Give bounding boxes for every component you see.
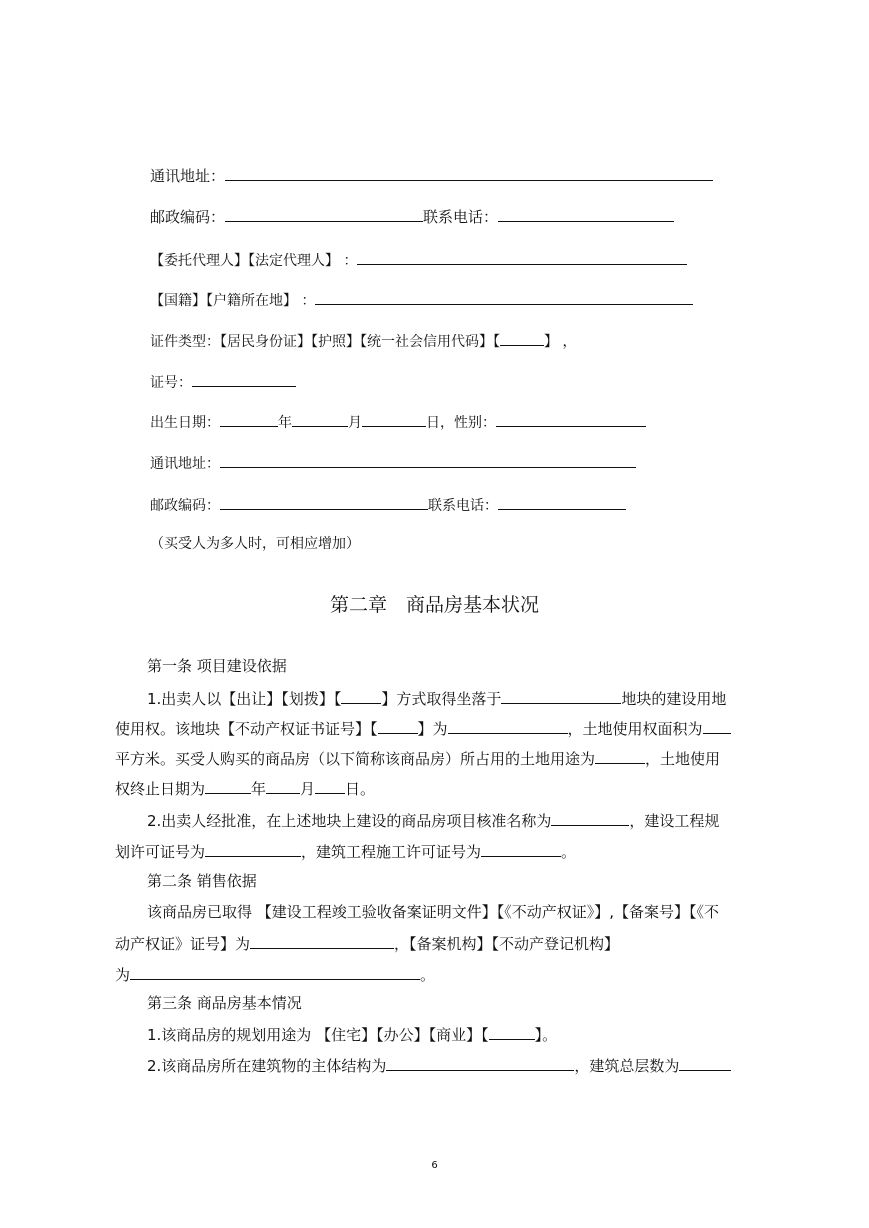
- article3-line2: [147, 1054, 731, 1076]
- blank: [315, 777, 345, 794]
- id-number-label: 证号：: [150, 375, 192, 391]
- article3-heading: 第三条 商品房基本情况: [147, 994, 302, 1012]
- text: 。: [420, 966, 436, 984]
- address-blank: [225, 164, 713, 181]
- birth-month-blank: [292, 410, 348, 427]
- postcode-label: 邮政编码：: [150, 208, 226, 226]
- text: ，建筑工程施工许可证号为: [301, 843, 482, 861]
- article1-line5: [147, 809, 719, 831]
- phone2-blank: [498, 493, 626, 510]
- blank: [130, 963, 420, 980]
- phone-blank: [498, 205, 674, 222]
- blank: [703, 717, 731, 734]
- text: 使用权。该地块【不动产权证书证号】【: [115, 720, 378, 738]
- gender-blank: [496, 410, 646, 427]
- id-type-label: 证件类型：【居民身份证】【护照】【统一社会信用代码】【: [150, 334, 500, 350]
- text: 权终止日期为: [115, 780, 206, 798]
- blank: [481, 840, 561, 857]
- month-label: 月: [348, 415, 362, 431]
- id-type-blank: [500, 329, 544, 346]
- text: 】。: [534, 1026, 558, 1044]
- text: 1.该商品房的规划用途为 【住宅】【办公】【商业】【: [147, 1026, 489, 1044]
- blank: [341, 687, 381, 704]
- nationality-line: [150, 288, 693, 311]
- postcode2-label: 邮政编码：: [150, 498, 220, 514]
- blank: [378, 717, 418, 734]
- text: ，土地使用权面积为: [567, 720, 703, 738]
- text: 日。: [345, 780, 376, 798]
- agent-line: [150, 248, 687, 271]
- phone-label: 联系电话：: [423, 208, 499, 226]
- address2-label: 通讯地址：: [150, 456, 220, 472]
- text: 月: [300, 780, 316, 798]
- text: ，土地使用: [645, 750, 721, 768]
- multiple-buyers-note: （买受人为多人时，可相应增加）: [150, 536, 360, 552]
- text: 地块的建设用地: [621, 690, 727, 708]
- birth-day-blank: [362, 410, 426, 427]
- article1-line6: [115, 840, 576, 862]
- article2-line1: 该商品房已取得 【建设工程竣工验收备案证明文件】【《不动产权证》】,【备案号】【《不: [147, 903, 720, 921]
- chapter-title: 第二章 商品房基本状况: [329, 594, 539, 616]
- birth-year-blank: [220, 410, 278, 427]
- text: 1.出卖人以【出让】【划拨】【: [147, 690, 342, 708]
- page-number: 6: [431, 1160, 438, 1171]
- blank: [205, 840, 301, 857]
- text: ，【备案机构】【不动产登记机构】: [394, 935, 620, 953]
- year-label: 年: [278, 415, 292, 431]
- phone2-label: 联系电话：: [428, 498, 498, 514]
- id-type-line: [150, 329, 576, 352]
- agent-label: 【委托代理人】【法定代理人】 ：: [150, 253, 358, 269]
- blank: [266, 777, 300, 794]
- postcode-blank: [225, 205, 423, 222]
- blank: [448, 717, 568, 734]
- article1-line2: [115, 717, 731, 739]
- address2-blank: [220, 451, 636, 468]
- blank: [679, 1054, 731, 1071]
- blank: [386, 1054, 574, 1071]
- text: 】为: [417, 720, 448, 738]
- blank: [595, 747, 645, 764]
- article1-line1: [147, 687, 726, 709]
- nationality-label: 【国籍】【户籍所在地】 ：: [150, 293, 316, 309]
- text: 2.出卖人经批准，在上述地块上建设的商品房项目核准名称为: [147, 812, 552, 830]
- address-line: [150, 164, 713, 186]
- blank: [250, 932, 394, 949]
- article2-line3: [115, 963, 435, 985]
- birth-label: 出生日期：: [150, 415, 220, 431]
- text: ，建设工程规: [629, 812, 720, 830]
- text: 年: [251, 780, 267, 798]
- text: 划许可证号为: [115, 843, 206, 861]
- agent-blank: [357, 248, 687, 265]
- text: 2.该商品房所在建筑物的主体结构为: [147, 1057, 387, 1075]
- text: 为: [115, 966, 131, 984]
- article1-line3: [115, 747, 720, 769]
- text: 。: [561, 843, 577, 861]
- article3-line1: [147, 1023, 557, 1045]
- article1-heading: 第一条 项目建设依据: [147, 657, 287, 675]
- id-type-close: 】 ，: [544, 334, 577, 350]
- nationality-blank: [315, 288, 693, 305]
- day-gender-label: 日，性别：: [426, 415, 496, 431]
- article1-line4: [115, 777, 375, 799]
- text: 动产权证》证号】为: [115, 935, 251, 953]
- text: 】方式取得坐落于: [381, 690, 502, 708]
- blank: [501, 687, 621, 704]
- text: 平方米。买受人购买的商品房（以下简称该商品房）所占用的土地用途为: [115, 750, 596, 768]
- blank: [551, 809, 629, 826]
- birth-line: [150, 410, 646, 433]
- blank: [205, 777, 251, 794]
- postcode2-blank: [220, 493, 428, 510]
- id-number-blank: [192, 370, 296, 387]
- id-number-line: [150, 370, 296, 393]
- postcode-phone-line: [150, 205, 674, 227]
- address-label: 通讯地址：: [150, 167, 226, 185]
- address2-line: [150, 451, 636, 474]
- text: ，建筑总层数为: [574, 1057, 680, 1075]
- postcode2-phone2-line: [150, 493, 626, 516]
- blank: [489, 1023, 535, 1040]
- article2-heading: 第二条 销售依据: [147, 872, 257, 890]
- article2-line2: [115, 932, 619, 954]
